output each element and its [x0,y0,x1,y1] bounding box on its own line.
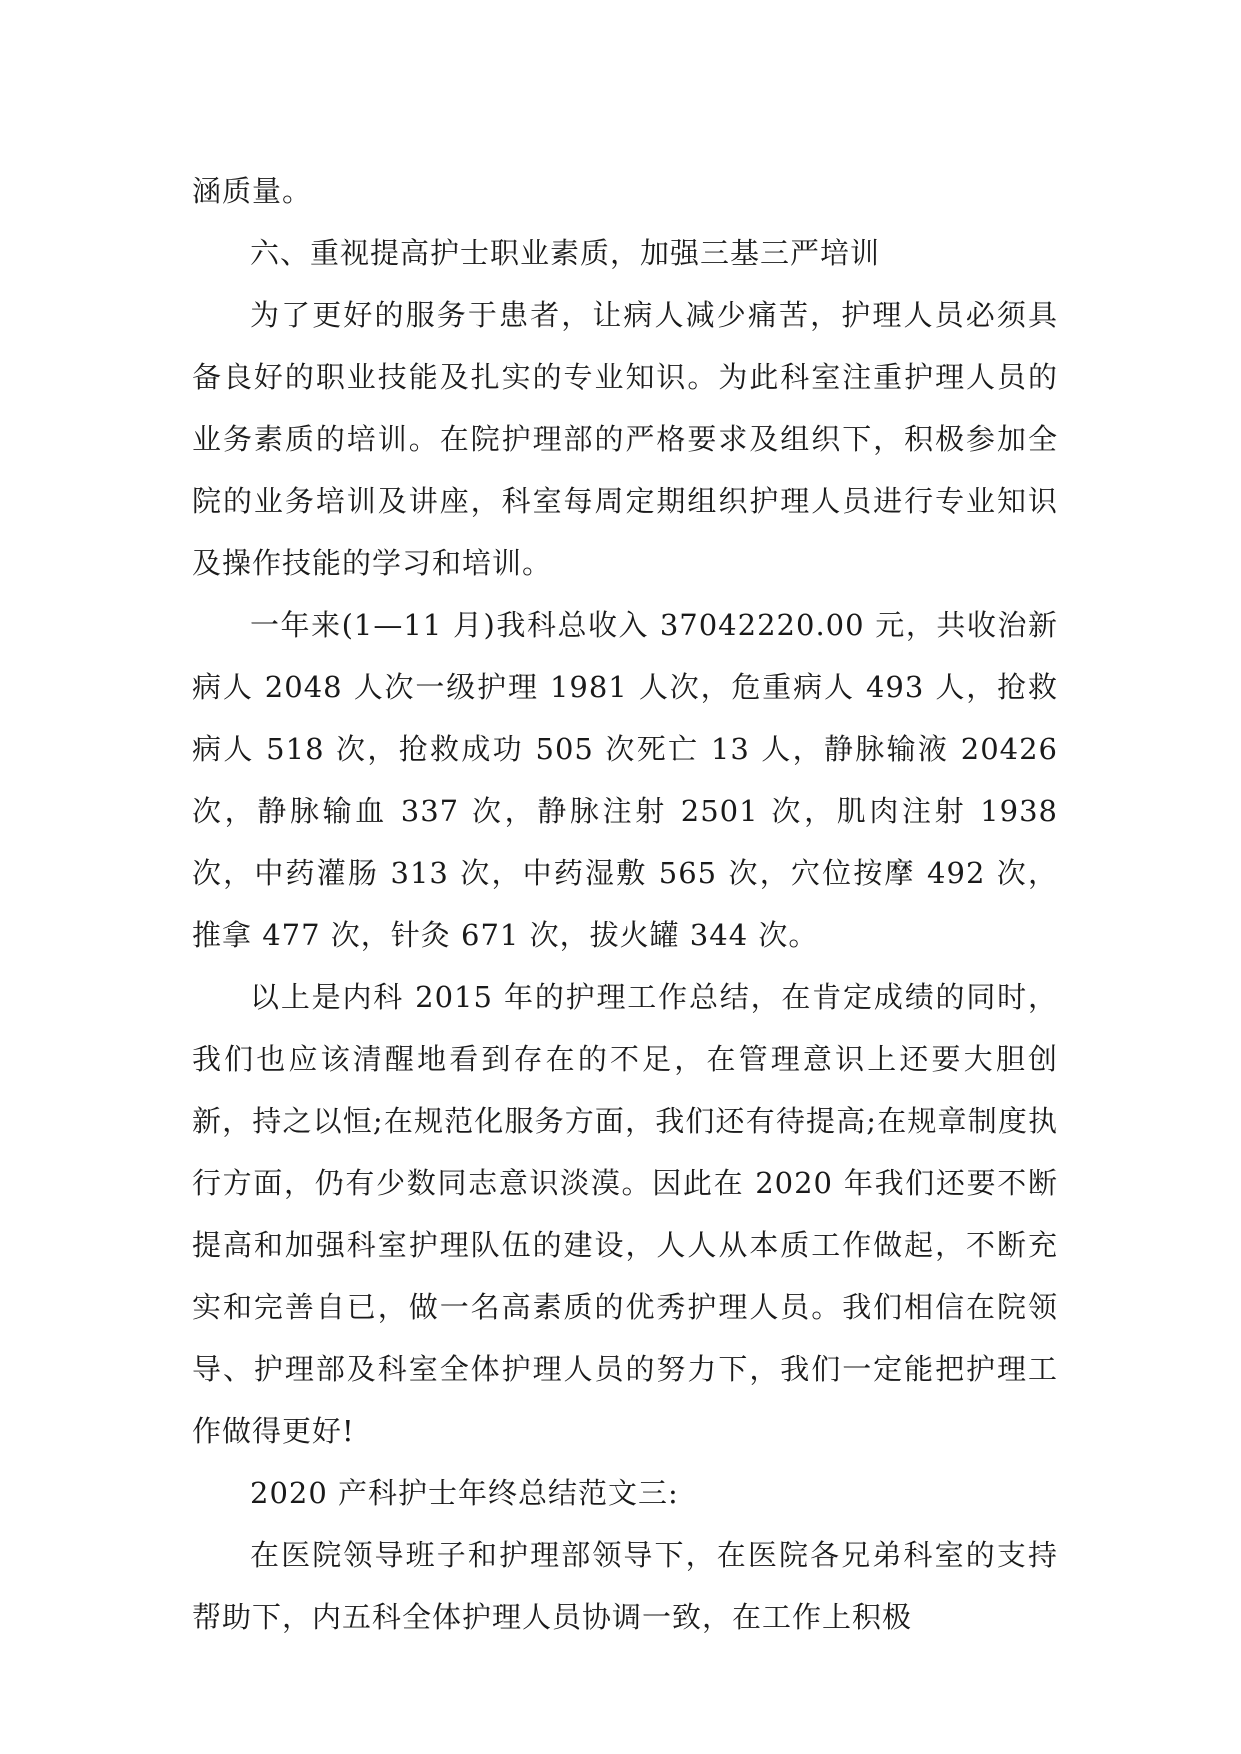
document-body [192,160,1058,1648]
paragraph-conclusion: 以上是内科 2015 年的护理工作总结，在肯定成绩的同时，我们也应该清醒地看到存在的不足，在管理意识上还要大胆创新，持之以恒;在规范化服务方面，我们还有待提高;在规章制度执行方面，仍有少数同志意识淡漠。因此在 2020 年我们还要不断提高和加强科室护理队伍的建设，人人从本质工作做起，不断充实和完善自已，做一名高素质的优秀护理人员。我们相信在院领导、护理部及科室全体护理人员的努力下，我们一定能把护理工作做得更好! [192,980,1058,1448]
paragraph-sample-three-intro: 在医院领导班子和护理部领导下，在医院各兄弟科室的支持帮助下，内五科全体护理人员协调一致，在工作上积极 [192,1538,1058,1634]
section-title-sample-three: 2020 产科护士年终总结范文三: [250,1476,679,1510]
paragraph-training: 为了更好的服务于患者，让病人减少痛苦，护理人员必须具备良好的职业技能及扎实的专业知识。为此科室注重护理人员的业务素质的培训。在院护理部的严格要求及组织下，积极参加全院的业务培训及讲座，科室每周定期组织护理人员进行专业知识及操作技能的学习和培训。 [192,298,1058,580]
paragraph-statistics: 一年来(1—11 月)我科总收入 37042220.00 元，共收治新病人 2048 人次一级护理 1981 人次，危重病人 493 人，抢救病人 518 次，抢救成功 505 次死亡 13 人，静脉输液 20426 次，静脉输血 337 次，静脉注射 2501 次，肌肉注射 1938 次，中药灌肠 313 次，中药湿敷 565 次，穴位按摩 492 次，推拿 477 次，针灸 671 次，拔火罐 344 次。 [192,608,1058,952]
paragraph-continuation: 涵质量。 [192,174,313,208]
section-heading-six: 六、重视提高护士职业素质，加强三基三严培训 [250,236,881,270]
